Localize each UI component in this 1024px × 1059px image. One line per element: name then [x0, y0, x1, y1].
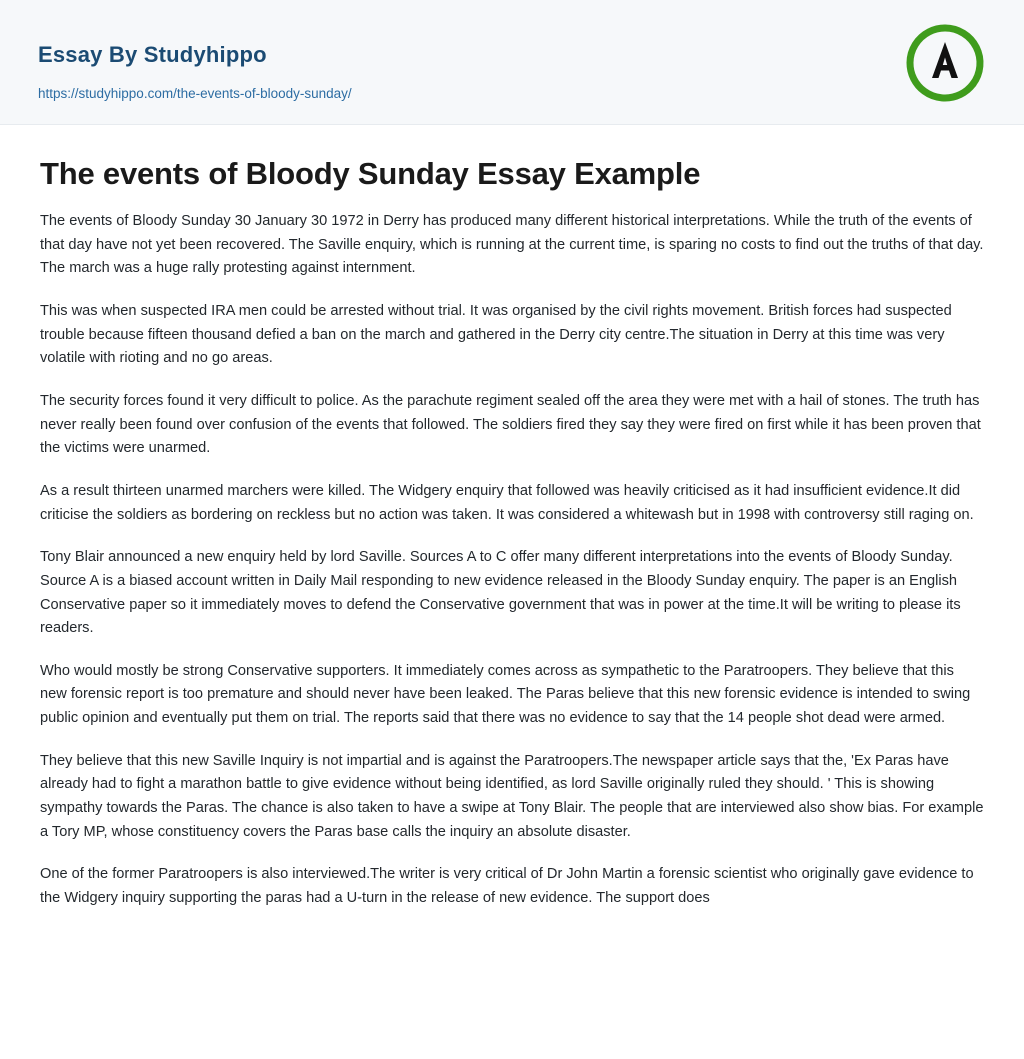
letter-a-circle-logo-icon	[904, 22, 986, 104]
site-url-link[interactable]: https://studyhippo.com/the-events-of-bloody-sunday/	[38, 86, 352, 101]
article-paragraph: One of the former Paratroopers is also interviewed.The writer is very critical of Dr John Martin a forensic scientist who originally gave evidence to the Widgery inquiry supporting the paras had a U-turn in the release of new evidence. The support does	[40, 866, 974, 906]
article-paragraph: They believe that this new Saville Inquiry is not impartial and is against the Paratroopers.The newspaper article says that the, 'Ex Paras have already had to fight a marathon battle to give evidence without being identified, as lord Saville originally ruled they should. ' This is showing sympathy towards the Paras. The chance is also taken to have a swipe at Tony Blair. The people that are interviewed also show bias. For example a Tory MP, whose constituency covers the Paras base calls the inquiry an absolute disaster.	[40, 752, 984, 840]
article-paragraph: Who would mostly be strong Conservative supporters. It immediately comes across as sympathetic to the Paratroopers. They believe that this new forensic report is too premature and should never have been leaked. The Paras believe that this new forensic evidence is intended to swing public opinion and eventually put them on trial. The reports said that there was no evidence to say that the 14 people shot dead were armed.	[40, 662, 971, 727]
article-paragraph: Tony Blair announced a new enquiry held by lord Saville. Sources A to C offer many different interpretations into the events of Bloody Sunday. Source A is a biased account written in Daily Mail responding to new evidence released in the Bloody Sunday enquiry. The paper is an English Conservative paper so it immediately moves to defend the Conservative government that was in power at the time.It will be writing to please its readers.	[40, 549, 961, 637]
site-header	[0, 0, 1024, 125]
article-paragraph: This was when suspected IRA men could be arrested without trial. It was organised by the civil rights movement. British forces had suspected trouble because fifteen thousand defied a ban on the march and gathered in the Derry city centre.The situation in Derry at this time was very volatile with rioting and no go areas.	[40, 303, 952, 367]
article-body	[0, 125, 1024, 931]
article-paragraph: The events of Bloody Sunday 30 January 30 1972 in Derry has produced many different historical interpretations. While the truth of the events of that day have not yet been recovered. The Saville enquiry, which is running at the current time, is sparing no costs to find out the truths of that day. The march was a huge rally protesting against internment.	[40, 213, 984, 277]
site-brand-title: Essay By Studyhippo	[38, 42, 267, 67]
page-title: The events of Bloody Sunday Essay Example	[40, 156, 701, 191]
article-paragraph: As a result thirteen unarmed marchers were killed. The Widgery enquiry that followed was heavily criticised as it had insufficient evidence.It did criticise the soldiers as bordering on reckless but no action was taken. It was considered a whitewash but in 1998 with controversy still raging on.	[40, 482, 974, 523]
article-paragraph: The security forces found it very difficult to police. As the parachute regiment sealed off the area they were met with a hail of stones. The truth has never really been found over confusion of the events that followed. The soldiers fired they say they were fired on first while it has been proven that the victims were unarmed.	[40, 393, 981, 457]
